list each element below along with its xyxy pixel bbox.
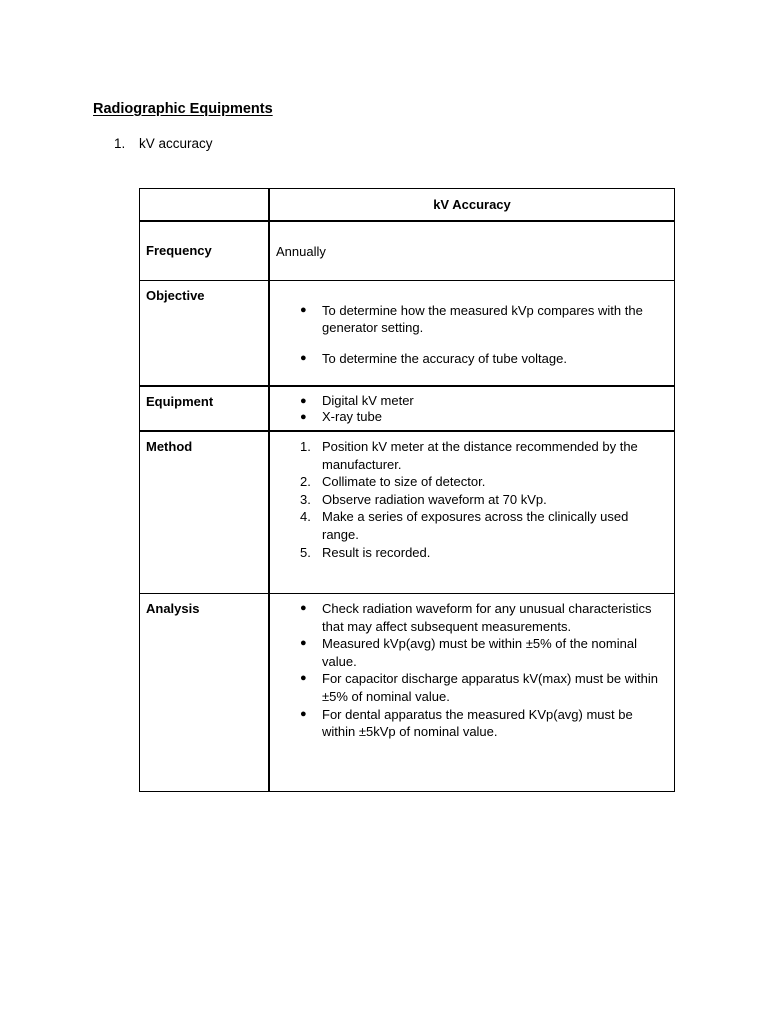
list-item-text: For dental apparatus the measured KVp(avg) must be within ±5kVp of nominal value.	[322, 706, 633, 740]
bullet-icon: ●	[300, 672, 307, 685]
table-row-equipment	[140, 385, 674, 430]
numbered-list-item	[114, 136, 213, 151]
list-item-text: Check radiation waveform for any unusual characteristics that may affect subsequent measurements.	[322, 601, 652, 634]
objective-content	[270, 281, 674, 385]
table-row-frequency	[140, 220, 674, 280]
bullet-icon: ●	[300, 304, 307, 316]
equipment-list	[276, 393, 668, 425]
list-item	[276, 706, 668, 741]
list-item	[276, 350, 668, 367]
row-label-frequency: Frequency	[140, 222, 270, 280]
list-item-text: To determine the accuracy of tube voltage.	[322, 351, 567, 366]
list-item-text: Measured kVp(avg) must be within ±5% of the nominal value.	[322, 636, 637, 669]
method-list	[276, 438, 668, 561]
list-number: 2.	[300, 474, 311, 490]
analysis-list	[276, 600, 668, 741]
bullet-icon: ●	[300, 411, 307, 423]
list-item	[276, 409, 668, 425]
bullet-icon: ●	[300, 352, 307, 364]
table-row-method	[140, 430, 674, 593]
list-number: 4.	[300, 509, 311, 525]
list-number: 1.	[300, 439, 311, 454]
list-item	[276, 302, 668, 336]
equipment-content	[270, 387, 674, 430]
list-item-text: Make a series of exposures across the clinically used range.	[322, 509, 629, 542]
row-label-method: Method	[140, 432, 270, 593]
list-item	[276, 491, 668, 509]
table-header-row	[140, 189, 674, 220]
list-number: 3.	[300, 491, 311, 507]
row-label-analysis: Analysis	[140, 594, 270, 791]
analysis-content	[270, 594, 674, 791]
kv-accuracy-table	[139, 188, 675, 792]
list-item	[276, 393, 668, 409]
list-item-text: Digital kV meter	[322, 393, 414, 408]
list-number: 1.	[114, 136, 126, 151]
bullet-icon: ●	[300, 707, 307, 720]
frequency-value: Annually	[276, 244, 326, 259]
row-label-equipment: Equipment	[140, 387, 270, 430]
bullet-icon: ●	[300, 395, 307, 407]
list-item-text: Position kV meter at the distance recommended by the manufacturer.	[322, 439, 638, 472]
table-header: kV Accuracy	[433, 197, 511, 212]
list-item-text: Observe radiation waveform at 70 kVp.	[322, 491, 547, 507]
list-item	[276, 438, 668, 473]
table-row-objective	[140, 280, 674, 385]
bullet-icon: ●	[300, 602, 307, 614]
list-item-text: Result is recorded.	[322, 544, 431, 560]
row-label-objective: Objective	[140, 281, 270, 385]
list-item	[276, 508, 668, 543]
list-item-text: X-ray tube	[322, 409, 382, 424]
method-content	[270, 432, 674, 593]
table-row-analysis	[140, 593, 674, 791]
list-item-text: To determine how the measured kVp compares with the generator setting.	[322, 303, 643, 335]
header-empty-cell	[140, 189, 270, 220]
list-item	[276, 544, 668, 562]
list-item	[276, 635, 668, 670]
list-item-text: kV accuracy	[139, 136, 213, 151]
list-item	[276, 670, 668, 705]
list-item	[276, 600, 668, 635]
page-title: Radiographic Equipments	[93, 101, 273, 117]
list-number: 5.	[300, 544, 311, 560]
list-item	[276, 473, 668, 491]
list-item-text: For capacitor discharge apparatus kV(max) must be within ±5% of nominal value.	[322, 671, 658, 704]
list-item-text: Collimate to size of detector.	[322, 474, 486, 490]
bullet-icon: ●	[300, 637, 307, 650]
objective-list	[276, 302, 668, 367]
